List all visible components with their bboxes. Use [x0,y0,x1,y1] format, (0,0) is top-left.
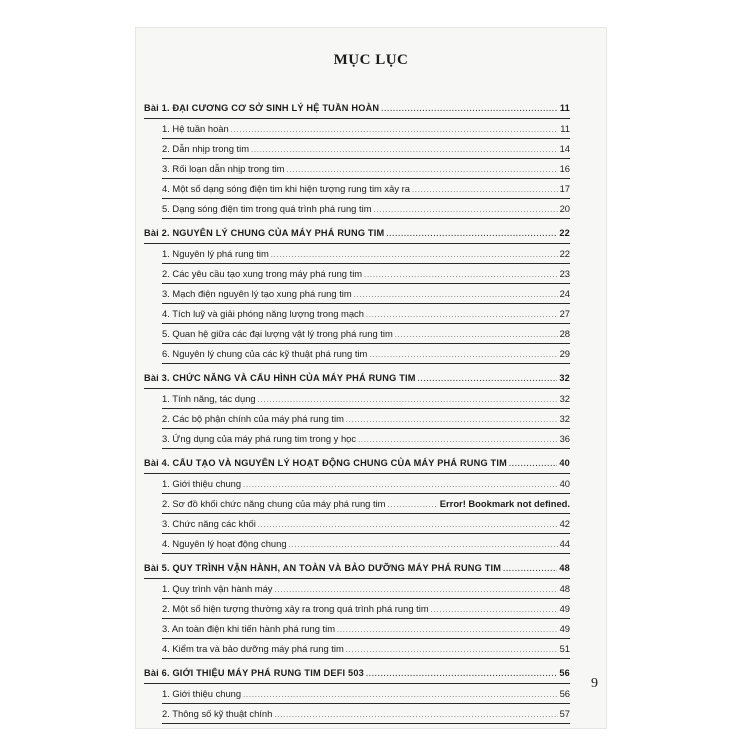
toc-entry[interactable] [162,704,570,724]
entry-page-number: 32 [559,373,570,383]
dot-leader [274,706,557,725]
entry-label: 4. Nguyên lý hoạt động chung [162,538,287,549]
entry-page-number: 17 [559,183,570,194]
entry-label: 3. An toàn điện khi tiến hành phá rung tim [162,623,336,634]
dot-leader [374,201,558,220]
toc-entry[interactable] [162,639,570,659]
dot-leader [381,100,558,119]
toc-section-heading[interactable] [144,664,570,684]
entry-page-number: 28 [559,328,570,339]
toc-entry[interactable] [162,429,570,449]
entry-label: 1. Quy trình vận hành máy [162,583,273,594]
entry-page-number: 22 [559,228,570,238]
toc-entry[interactable] [162,179,570,199]
entry-page-number: 44 [559,538,570,549]
entry-page-number: 49 [559,623,570,634]
entry-label: 4. Một số dạng sóng điện tim khi hiện tượng rung tim xảy ra [162,183,410,194]
toc-section [136,369,606,449]
entry-label: 1. Giới thiệu chung [162,478,242,489]
dot-leader [358,431,558,450]
dot-leader [388,496,438,515]
entry-label: 3. Mạch điện nguyên lý tạo xung phá rung tim [162,288,352,299]
entry-page-number: 20 [559,203,570,214]
entry-label: 2. Một số hiện tượng thường xảy ra trong quá trình phá rung tim [162,603,429,614]
toc-entry[interactable] [162,514,570,534]
dot-leader [364,266,557,285]
entry-label: 1. Giới thiệu chung [162,688,242,699]
toc-entry[interactable] [162,534,570,554]
entry-page-number: 11 [560,123,570,134]
toc-section [136,224,606,364]
dot-leader [289,536,558,555]
dot-leader [354,286,558,305]
entry-page-number: 51 [559,643,570,654]
entry-page-number: 56 [559,668,570,678]
toc-section [136,454,606,554]
entry-page-number: 32 [559,393,570,404]
entry-page-number: Error! Bookmark not defined. [439,498,570,509]
entry-page-number: 29 [559,348,570,359]
entry-page-number: 23 [559,268,570,279]
dot-leader [346,641,558,660]
toc-title: MỤC LỤC [333,52,409,68]
entry-label: 2. Sơ đồ khối chức năng chung của máy phá rung tim [162,498,386,509]
toc-section [136,99,606,219]
entry-label: 2. Thông số kỹ thuật chính [162,708,273,719]
dot-leader [271,246,558,265]
toc-entry[interactable] [162,284,570,304]
entry-label: 5. Quan hệ giữa các đại lượng vật lý trong phá rung tim [162,328,393,339]
dot-leader [366,665,557,684]
dot-leader [231,121,559,140]
toc-entry[interactable] [162,244,570,264]
toc-entry[interactable] [162,119,570,139]
table-of-contents [136,99,606,729]
toc-entry[interactable] [162,344,570,364]
page-number: 9 [591,676,598,691]
entry-page-number: 32 [559,413,570,424]
entry-page-number: 40 [559,458,570,468]
entry-page-number: 22 [559,248,570,259]
entry-label: 2. Các yêu cầu tạo xung trong máy phá rung tim [162,268,363,279]
entry-label: 1. Hệ tuần hoàn [162,123,229,134]
dot-leader [366,306,558,325]
toc-entry[interactable] [162,494,570,514]
dot-leader [418,370,558,389]
entry-page-number: 36 [559,433,570,444]
toc-entry[interactable] [162,159,570,179]
dot-leader [274,581,557,600]
entry-page-number: 40 [559,478,570,489]
dot-leader [412,181,558,200]
entry-label: 6. Nguyên lý chung của các kỹ thuật phá rung tim [162,348,368,359]
entry-page-number: 42 [559,518,570,529]
section-heading-label: Bài 3. CHỨC NĂNG VÀ CẤU HÌNH CỦA MÁY PHÁ RUNG TIM [144,373,416,383]
dot-leader [251,141,558,160]
toc-entry[interactable] [162,199,570,219]
dot-leader [243,686,557,705]
entry-label: 3. Ứng dụng của máy phá rung tim trong y học [162,433,357,444]
dot-leader [431,601,558,620]
toc-entry[interactable] [162,409,570,429]
toc-section-heading[interactable] [144,559,570,579]
toc-entry[interactable] [162,474,570,494]
entry-page-number: 57 [559,708,570,719]
toc-section-heading[interactable] [144,99,570,119]
toc-entry[interactable] [162,264,570,284]
dot-leader [337,621,558,640]
entry-label: 5. Dạng sóng điện tim trong quá trình phá rung tim [162,203,372,214]
entry-page-number: 48 [559,563,570,573]
dot-leader [258,516,558,535]
toc-entry[interactable] [162,389,570,409]
section-heading-label: Bài 6. GIỚI THIỆU MÁY PHÁ RUNG TIM DEFI 503 [144,668,364,678]
toc-section-heading[interactable] [144,454,570,474]
entry-page-number: 24 [559,288,570,299]
section-heading-label: Bài 1. ĐẠI CƯƠNG CƠ SỞ SINH LÝ HỆ TUẦN HOÀN [144,103,380,113]
entry-label: 3. Chức năng các khối [162,518,256,529]
dot-leader [509,455,557,474]
toc-entry[interactable] [162,324,570,344]
toc-entry[interactable] [162,579,570,599]
toc-entry[interactable] [162,304,570,324]
toc-entry[interactable] [162,139,570,159]
entry-page-number: 27 [559,308,570,319]
entry-label: 4. Tích luỹ và giải phóng năng lượng trong mạch [162,308,364,319]
dot-leader [286,161,557,180]
dot-leader [395,326,558,345]
entry-label: 4. Kiểm tra và bảo dưỡng máy phá rung tim [162,643,344,654]
toc-section-heading[interactable] [144,369,570,389]
entry-label: 2. Dẫn nhịp trong tim [162,143,250,154]
dot-leader [243,476,557,495]
book-page [136,28,606,728]
entry-page-number: 11 [559,103,570,113]
entry-page-number: 56 [559,688,570,699]
entry-label: 2. Các bộ phận chính của máy phá rung tim [162,413,344,424]
entry-page-number: 14 [559,143,570,154]
toc-entry[interactable] [162,684,570,704]
section-heading-label: Bài 2. NGUYÊN LÝ CHUNG CỦA MÁY PHÁ RUNG TIM [144,228,385,238]
section-heading-label: Bài 5. QUY TRÌNH VẬN HÀNH, AN TOÀN VÀ BẢO DƯỠNG MÁY PHÁ RUNG TIM [144,563,502,573]
dot-leader [369,346,557,365]
toc-section [136,664,606,724]
entry-label: 1. Tính năng, tác dụng [162,393,256,404]
toc-section-heading[interactable] [144,224,570,244]
entry-page-number: 16 [559,163,570,174]
section-heading-label: Bài 4. CẤU TẠO VÀ NGUYÊN LÝ HOẠT ĐỘNG CHUNG CỦA MÁY PHÁ RUNG TIM [144,458,507,468]
dot-leader [346,411,558,430]
entry-label: 1. Nguyên lý phá rung tim [162,248,269,259]
entry-page-number: 48 [559,583,570,594]
entry-label: 3. Rối loạn dẫn nhịp trong tim [162,163,285,174]
dot-leader [258,391,558,410]
toc-entry[interactable] [162,619,570,639]
dot-leader [386,225,557,244]
toc-section [136,559,606,659]
entry-page-number: 49 [559,603,570,614]
toc-entry[interactable] [162,599,570,619]
dot-leader [503,560,557,579]
